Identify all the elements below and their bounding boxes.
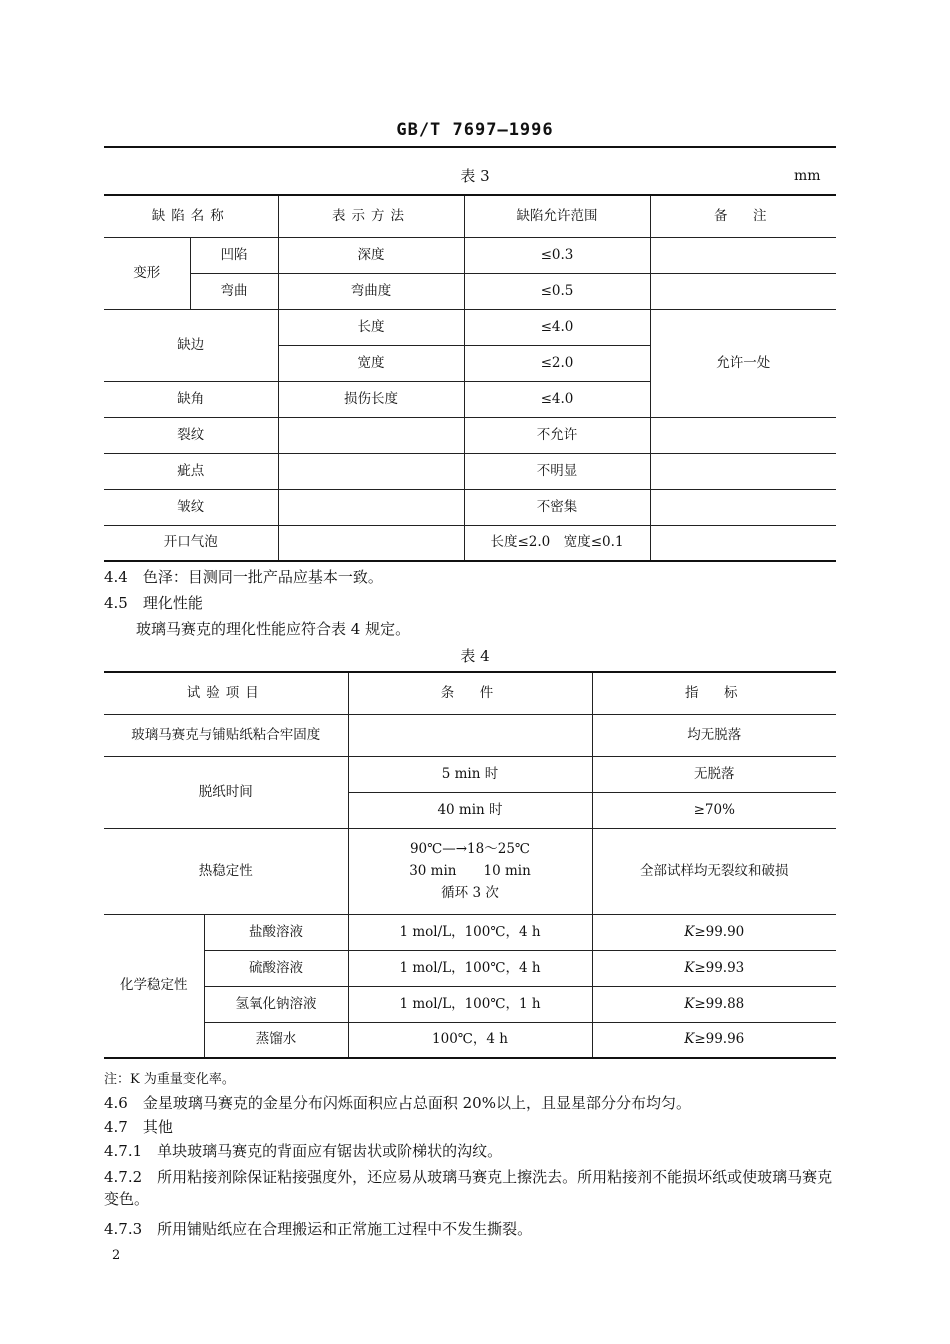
- defect-method: 宽度: [278, 345, 464, 381]
- k-symbol: K: [684, 1031, 695, 1048]
- thermal-condition-line2: 30 min 10 min: [409, 863, 531, 879]
- table4-header-index: 指 标: [592, 672, 836, 714]
- table-row: [104, 1022, 836, 1058]
- test-condition: [348, 828, 592, 914]
- test-index: [592, 1022, 836, 1058]
- defect-name: 皱纹: [104, 489, 278, 525]
- test-subitem: 硫酸溶液: [204, 950, 348, 986]
- test-index: 均无脱落: [592, 714, 836, 756]
- defect-range: ≤4.0: [464, 381, 650, 417]
- test-item: 化学稳定性: [104, 914, 204, 1058]
- table-row: [104, 714, 836, 756]
- chem-index-value: ≥99.88: [694, 995, 745, 1012]
- k-symbol: K: [684, 995, 695, 1012]
- table-row: [104, 950, 836, 986]
- defect-remark: [650, 489, 836, 525]
- defect-remark: [650, 237, 836, 273]
- table3-unit: mm: [794, 168, 821, 184]
- test-item: 脱纸时间: [104, 756, 348, 828]
- defect-subname: 弯曲: [190, 273, 278, 309]
- test-subitem: 蒸馏水: [204, 1022, 348, 1058]
- section-4-7-3: 4.7.3 所用铺贴纸应在合理搬运和正常施工过程中不发生撕裂。: [104, 1220, 533, 1238]
- table4-note: 注：K 为重量变化率。: [104, 1072, 235, 1087]
- defect-remark: [650, 417, 836, 453]
- defect-method: 弯曲度: [278, 273, 464, 309]
- section-4-7: 4.7 其他: [104, 1118, 173, 1136]
- test-condition: 1 mol/L，100℃，1 h: [348, 986, 592, 1022]
- thermal-condition-line3: 循环 3 次: [441, 885, 499, 901]
- table-row: [104, 828, 836, 914]
- defect-name: 缺角: [104, 381, 278, 417]
- table-row: [104, 489, 836, 525]
- defect-method: [278, 525, 464, 561]
- test-condition: 40 min 时: [348, 792, 592, 828]
- section-4-7-2: 4.7.2 所用粘接剂除保证粘接强度外，还应易从玻璃马赛克上擦洗去。所用粘接剂不能损坏纸或使玻璃马赛克变色。: [104, 1168, 833, 1208]
- test-item: 热稳定性: [104, 828, 348, 914]
- defect-name: 疵点: [104, 453, 278, 489]
- table-row: [104, 756, 836, 792]
- chem-index-value: ≥99.90: [694, 923, 745, 940]
- table4-header-item: 试验项目: [104, 672, 348, 714]
- test-index: [592, 950, 836, 986]
- thermal-condition-line1: 90℃—→18～25℃: [409, 841, 531, 857]
- defect-method: 深度: [278, 237, 464, 273]
- defect-subname: 凹陷: [190, 237, 278, 273]
- defect-range: 不密集: [464, 489, 650, 525]
- test-subitem: 氢氧化钠溶液: [204, 986, 348, 1022]
- section-4-5-text: 玻璃马赛克的理化性能应符合表 4 规定。: [136, 620, 411, 638]
- table4: [104, 671, 836, 1059]
- page-number: 2: [112, 1248, 121, 1263]
- table-row: [104, 986, 836, 1022]
- test-subitem: 盐酸溶液: [204, 914, 348, 950]
- defect-method: 损伤长度: [278, 381, 464, 417]
- test-item: 玻璃马赛克与铺贴纸粘合牢固度: [104, 714, 348, 756]
- chem-index-value: ≥99.93: [694, 959, 745, 976]
- section-4-5-title: 4.5 理化性能: [104, 594, 203, 612]
- test-condition: 100℃，4 h: [348, 1022, 592, 1058]
- defect-range: ≤0.5: [464, 273, 650, 309]
- section-4-7-1: 4.7.1 单块玻璃马赛克的背面应有锯齿状或阶梯状的沟纹。: [104, 1142, 503, 1160]
- defect-name: 缺边: [104, 309, 278, 381]
- table-row: [104, 417, 836, 453]
- table-row: [104, 525, 836, 561]
- defect-remark: [650, 453, 836, 489]
- standard-number: GB/T 7697—1996: [396, 120, 554, 140]
- defect-method: [278, 453, 464, 489]
- table-row: [104, 273, 836, 309]
- table3-header-name: 缺陷名称: [104, 195, 278, 237]
- defect-range: 长度≤2.0 宽度≤0.1: [464, 525, 650, 561]
- defect-name: 开口气泡: [104, 525, 278, 561]
- defect-method: 长度: [278, 309, 464, 345]
- table-row: [104, 914, 836, 950]
- defect-name: 裂纹: [104, 417, 278, 453]
- k-symbol: K: [684, 923, 695, 940]
- table3-caption: 表 3: [460, 167, 490, 185]
- table3-header-range: 缺陷允许范围: [464, 195, 650, 237]
- chem-index-value: ≥99.96: [694, 1031, 745, 1048]
- test-condition: 1 mol/L，100℃，4 h: [348, 950, 592, 986]
- test-index: [592, 914, 836, 950]
- table4-header-condition: 条 件: [348, 672, 592, 714]
- test-condition: [348, 714, 592, 756]
- table-row: [104, 237, 836, 273]
- test-index: 全部试样均无裂纹和破损: [592, 828, 836, 914]
- defect-remark: 允许一处: [650, 309, 836, 417]
- table3-header-remark: 备 注: [650, 195, 836, 237]
- test-index: [592, 986, 836, 1022]
- defect-range: ≤0.3: [464, 237, 650, 273]
- test-condition: 5 min 时: [348, 756, 592, 792]
- section-4-6: 4.6 金星玻璃马赛克的金星分布闪烁面积应占总面积 20%以上，且显星部分分布均匀。: [104, 1094, 691, 1112]
- test-index: 无脱落: [592, 756, 836, 792]
- table4-caption: 表 4: [460, 647, 490, 665]
- defect-remark: [650, 273, 836, 309]
- defect-range: 不允许: [464, 417, 650, 453]
- defect-range: 不明显: [464, 453, 650, 489]
- section-4-4: 4.4 色泽：目测同一批产品应基本一致。: [104, 568, 383, 586]
- defect-method: [278, 489, 464, 525]
- defect-method: [278, 417, 464, 453]
- table3-header-method: 表示方法: [278, 195, 464, 237]
- table3: [104, 194, 836, 562]
- defect-range: ≤2.0: [464, 345, 650, 381]
- test-condition: 1 mol/L，100℃，4 h: [348, 914, 592, 950]
- header-rule: [104, 146, 836, 148]
- defect-remark: [650, 525, 836, 561]
- k-symbol: K: [684, 959, 695, 976]
- table-row: [104, 309, 836, 345]
- test-index: ≥70%: [592, 792, 836, 828]
- defect-name: 变形: [104, 237, 190, 309]
- table-row: [104, 453, 836, 489]
- defect-range: ≤4.0: [464, 309, 650, 345]
